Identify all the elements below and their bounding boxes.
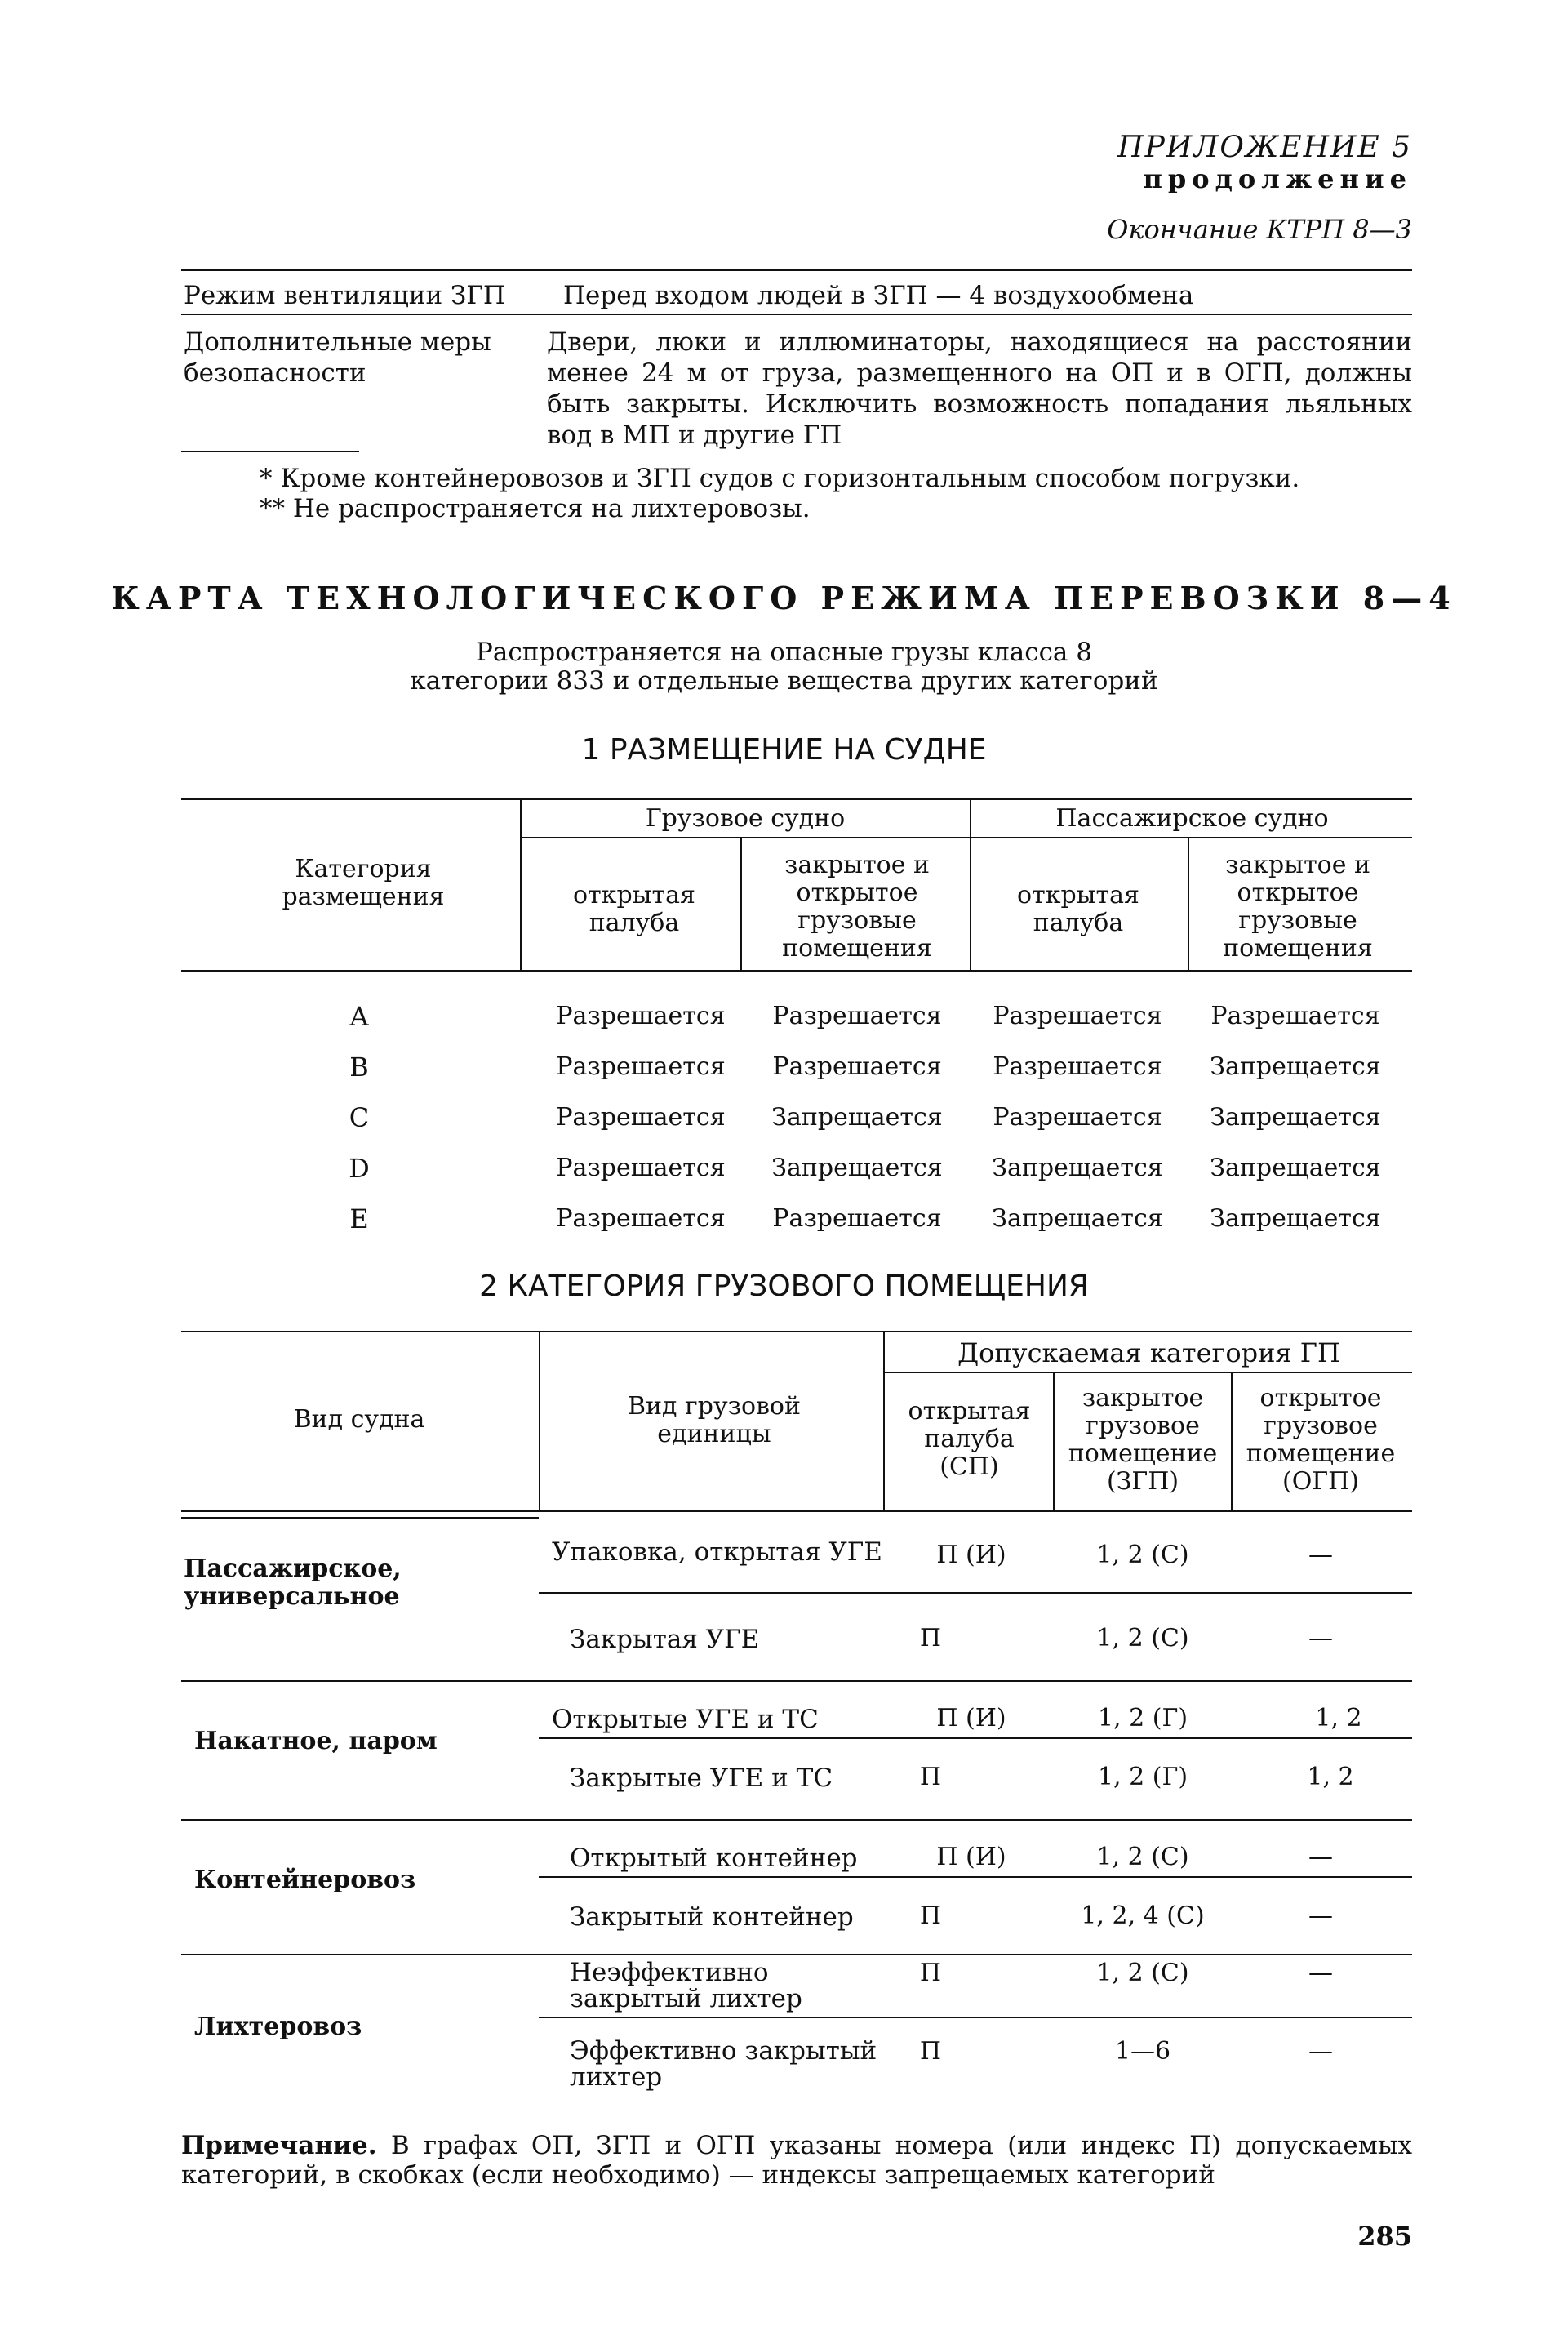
row-value: Запрещается: [1210, 1103, 1381, 1132]
footnote-1: * Кроме контейнеровозов и ЗГП судов с горизонтальным способом погрузки.: [260, 464, 1300, 493]
row-value: Запрещается: [771, 1103, 943, 1132]
unit-type: Упаковка, открытая УГЕ: [552, 1537, 882, 1567]
map-title: КАРТА ТЕХНОЛОГИЧЕСКОГО РЕЖИМА ПЕРЕВОЗКИ 8—4: [111, 580, 1457, 616]
row-cat: C: [349, 1102, 370, 1133]
row-value: Разрешается: [993, 1103, 1162, 1132]
continued-label: продолжение: [1143, 163, 1412, 194]
row-value: Разрешается: [772, 1002, 942, 1030]
safety-value: Двери, люки и иллюминаторы, находящиеся на расстоянии менее 24 м от груза, размещенного на ОП и в ОГП, должны быть закрыты. Исключить возможность попадания льяльных вод в МП и другие ГП: [547, 327, 1412, 450]
row-value: Разрешается: [993, 1052, 1162, 1081]
row-value: Разрешается: [1210, 1002, 1380, 1030]
footnote-2: ** Не распространяется на лихтеровозы.: [260, 494, 811, 523]
zgp-value: 1, 2, 4 (С): [1081, 1901, 1205, 1930]
row-value: Запрещается: [1210, 1204, 1381, 1233]
appendix-label: ПРИЛОЖЕНИЕ 5: [1117, 131, 1412, 164]
row-value: Запрещается: [771, 1154, 943, 1182]
op-value: П: [919, 1624, 942, 1652]
group-allowed-header: Допускаемая категория ГП: [957, 1337, 1340, 1368]
unit-type: Эффективно закрытый лихтер: [570, 2036, 877, 2092]
op-value: П: [919, 2037, 942, 2066]
col-category-header: Категория размещения: [282, 855, 445, 911]
group-passenger-header: Пассажирское судно: [1055, 804, 1329, 833]
ship-type: Пассажирское, универсальное: [184, 1554, 402, 1611]
row-value: Разрешается: [993, 1002, 1162, 1030]
ogp-value: 1, 2: [1307, 1763, 1354, 1791]
row-value: Разрешается: [556, 1154, 726, 1182]
row-cat: B: [349, 1052, 369, 1083]
unit-type: Закрытые УГЕ и ТС: [570, 1763, 833, 1793]
row-value: Разрешается: [556, 1052, 726, 1081]
op-value: П: [919, 1959, 942, 1987]
sub-open-1: открытая палуба: [573, 881, 695, 937]
zgp-value: 1, 2 (Г): [1097, 1704, 1188, 1732]
op-value: П (И): [936, 1843, 1006, 1871]
ogp-value: —: [1308, 1959, 1333, 1987]
row-cat: D: [349, 1153, 370, 1184]
op-value: П: [919, 1901, 942, 1930]
row-value: Запрещается: [1210, 1154, 1381, 1182]
end-label: Окончание КТРП 8—3: [1107, 214, 1412, 245]
ship-type: Накатное, паром: [194, 1727, 438, 1755]
note: [181, 2131, 1412, 2190]
ogp-value: —: [1308, 2037, 1333, 2066]
zgp-value: 1, 2 (С): [1096, 1624, 1189, 1652]
note-label: Примечание.: [181, 2131, 377, 2160]
map-subtitle-1: Распространяется на опасные грузы класса 8: [476, 638, 1092, 667]
zgp-value: 1—6: [1114, 2037, 1171, 2066]
row-value: Запрещается: [992, 1154, 1163, 1182]
row-value: Запрещается: [992, 1204, 1163, 1233]
ship-type: Лихтеровоз: [194, 2013, 362, 2041]
sub-closed-2: закрытое и открытое грузовые помещения: [1223, 851, 1373, 963]
row-value: Разрешается: [556, 1204, 726, 1233]
ogp-value: —: [1308, 1624, 1333, 1652]
page-number: 285: [1357, 2221, 1412, 2252]
group-cargo-header: Грузовое судно: [645, 804, 846, 833]
sub-ogp-header: открытое грузовое помещение (ОГП): [1246, 1384, 1396, 1496]
col-unit-header: Вид грузовой единицы: [628, 1392, 801, 1448]
section2-title: 2 КАТЕГОРИЯ ГРУЗОВОГО ПОМЕЩЕНИЯ: [479, 1270, 1089, 1303]
unit-type: Закрытый контейнер: [570, 1902, 854, 1932]
unit-type: Закрытая УГЕ: [570, 1625, 760, 1654]
section1-title: 1 РАЗМЕЩЕНИЕ НА СУДНЕ: [581, 733, 987, 767]
sub-op-header: открытая палуба (СП): [908, 1397, 1031, 1481]
zgp-value: 1, 2 (Г): [1097, 1763, 1188, 1791]
op-value: П (И): [936, 1541, 1006, 1569]
row-value: Разрешается: [556, 1002, 726, 1030]
col-ship-header: Вид судна: [293, 1405, 425, 1434]
ogp-value: —: [1308, 1541, 1333, 1569]
row-cat: E: [349, 1203, 369, 1234]
sub-zgp-header: закрытое грузовое помещение (ЗГП): [1068, 1384, 1218, 1496]
safety-label: Дополнительные меры безопасности: [184, 327, 491, 388]
unit-type: Неэффективно закрытый лихтер: [570, 1958, 802, 2013]
ogp-value: 1, 2: [1315, 1704, 1362, 1732]
ogp-value: —: [1308, 1843, 1333, 1871]
row-value: Разрешается: [772, 1052, 942, 1081]
op-value: П: [919, 1763, 942, 1791]
note-text: В графах ОП, ЗГП и ОГП указаны номера (или индекс П) допускаемых категорий, в скобках (если необходимо) — индексы запрещаемых категорий: [181, 2131, 1412, 2190]
unit-type: Открытые УГЕ и ТС: [552, 1705, 819, 1734]
row-cat: A: [349, 1001, 369, 1032]
row-value: Разрешается: [772, 1204, 942, 1233]
row-value: Запрещается: [1210, 1052, 1381, 1081]
unit-type: Открытый контейнер: [570, 1844, 858, 1873]
sub-closed-1: закрытое и открытое грузовые помещения: [782, 851, 932, 963]
ogp-value: —: [1308, 1901, 1333, 1930]
ventilation-value: Перед входом людей в ЗГП — 4 воздухообмена: [563, 281, 1194, 310]
zgp-value: 1, 2 (С): [1096, 1541, 1189, 1569]
sub-open-2: открытая палуба: [1017, 881, 1139, 937]
map-subtitle-2: категории 833 и отдельные вещества других категорий: [410, 666, 1158, 696]
zgp-value: 1, 2 (С): [1096, 1959, 1189, 1987]
ventilation-label: Режим вентиляции ЗГП: [184, 281, 505, 310]
op-value: П (И): [936, 1704, 1006, 1732]
ship-type: Контейнеровоз: [194, 1866, 416, 1894]
zgp-value: 1, 2 (С): [1096, 1843, 1189, 1871]
row-value: Разрешается: [556, 1103, 726, 1132]
